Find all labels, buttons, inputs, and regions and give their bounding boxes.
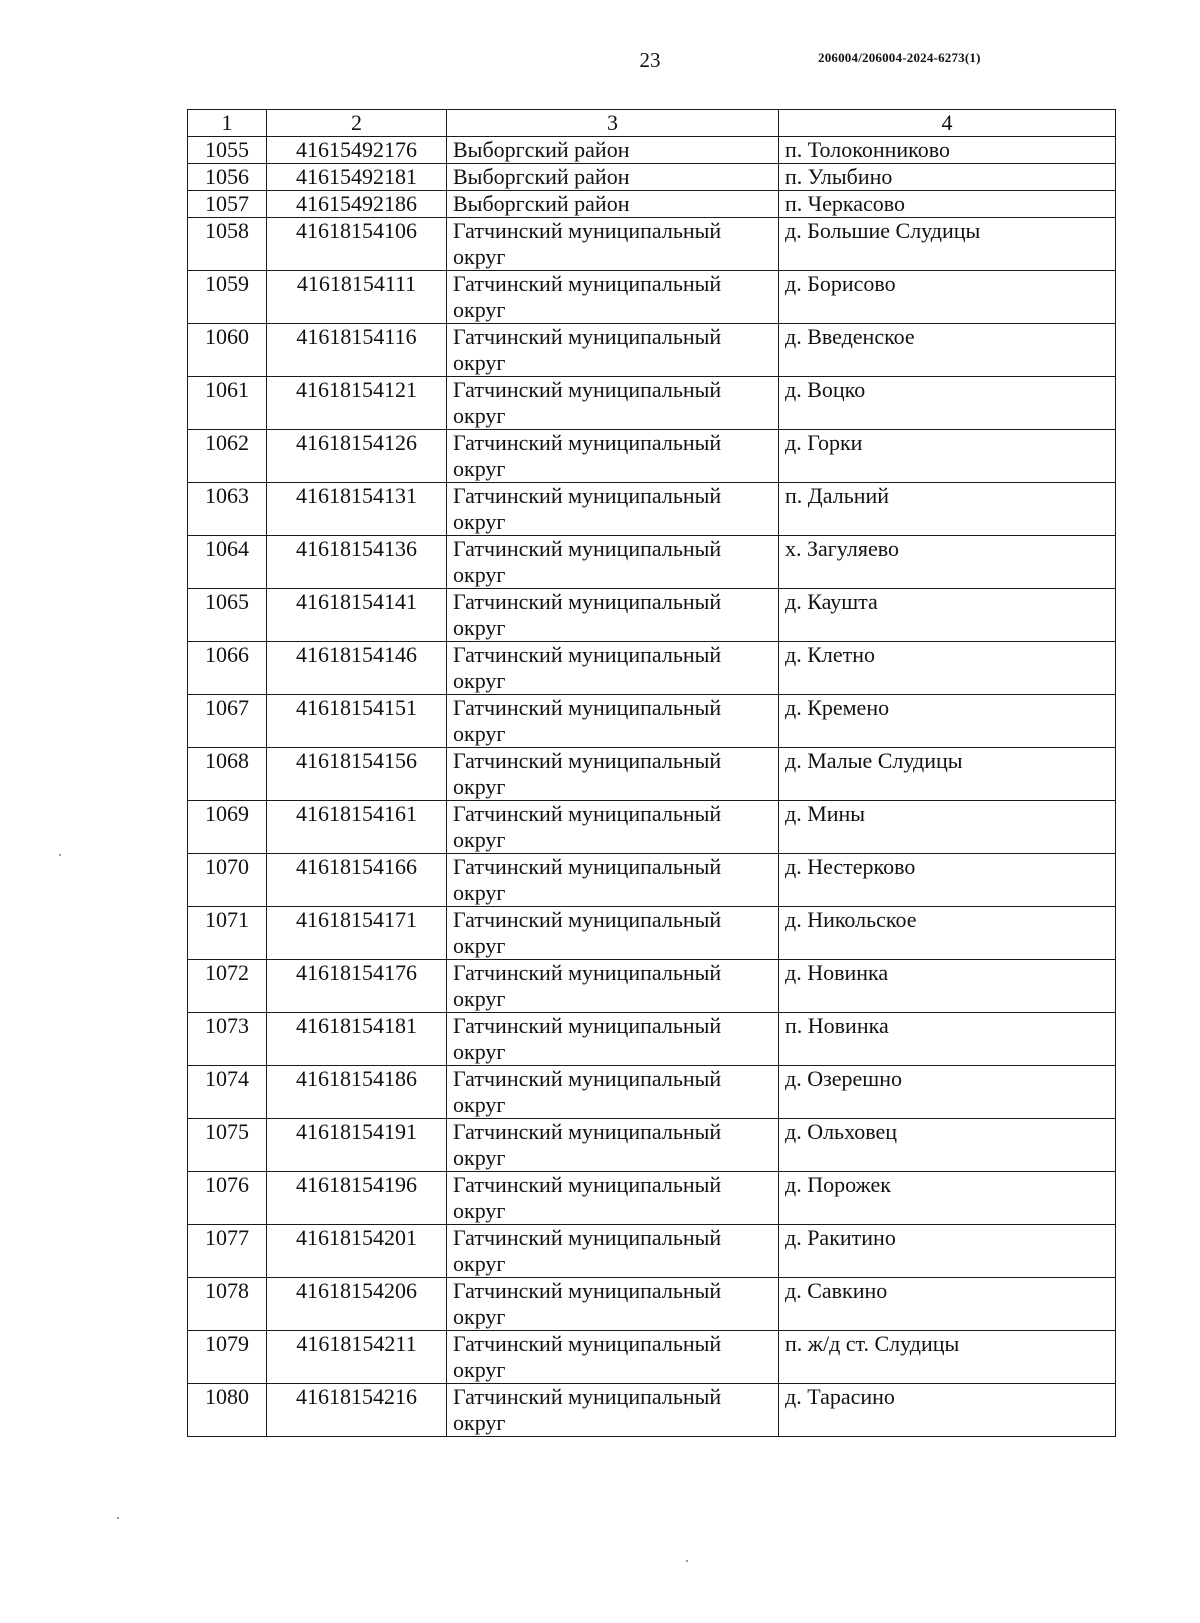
table-row bbox=[188, 1225, 1116, 1278]
district-name: Гатчинский муниципальный округ bbox=[447, 801, 779, 854]
district-name: Гатчинский муниципальный округ bbox=[447, 1225, 779, 1278]
table-row bbox=[188, 164, 1116, 191]
district-name: Гатчинский муниципальный округ bbox=[447, 695, 779, 748]
table-row bbox=[188, 218, 1116, 271]
district-name: Гатчинский муниципальный округ bbox=[447, 907, 779, 960]
table-row bbox=[188, 1013, 1116, 1066]
district-name: Гатчинский муниципальный округ bbox=[447, 483, 779, 536]
table-row bbox=[188, 191, 1116, 218]
row-number: 1071 bbox=[188, 907, 267, 960]
table-row bbox=[188, 1066, 1116, 1119]
district-name: Гатчинский муниципальный округ bbox=[447, 854, 779, 907]
row-number: 1055 bbox=[188, 137, 267, 164]
oktmo-code: 41618154161 bbox=[267, 801, 447, 854]
column-header: 2 bbox=[267, 110, 447, 137]
settlement-name: д. Мины bbox=[779, 801, 1116, 854]
oktmo-code: 41618154186 bbox=[267, 1066, 447, 1119]
district-name: Гатчинский муниципальный округ bbox=[447, 1172, 779, 1225]
row-number: 1077 bbox=[188, 1225, 267, 1278]
table-row bbox=[188, 695, 1116, 748]
oktmo-code: 41618154196 bbox=[267, 1172, 447, 1225]
settlements-table bbox=[187, 109, 1116, 1437]
row-number: 1076 bbox=[188, 1172, 267, 1225]
oktmo-code: 41618154136 bbox=[267, 536, 447, 589]
district-name: Гатчинский муниципальный округ bbox=[447, 1331, 779, 1384]
table-row bbox=[188, 960, 1116, 1013]
table-row bbox=[188, 589, 1116, 642]
settlement-name: д. Новинка bbox=[779, 960, 1116, 1013]
column-header: 3 bbox=[447, 110, 779, 137]
row-number: 1074 bbox=[188, 1066, 267, 1119]
oktmo-code: 41618154206 bbox=[267, 1278, 447, 1331]
settlement-name: д. Каушта bbox=[779, 589, 1116, 642]
oktmo-code: 41618154201 bbox=[267, 1225, 447, 1278]
oktmo-code: 41618154146 bbox=[267, 642, 447, 695]
district-name: Гатчинский муниципальный округ bbox=[447, 1013, 779, 1066]
oktmo-code: 41618154191 bbox=[267, 1119, 447, 1172]
scan-speck bbox=[117, 1517, 119, 1519]
table-row bbox=[188, 137, 1116, 164]
district-name: Гатчинский муниципальный округ bbox=[447, 1066, 779, 1119]
table-row bbox=[188, 1278, 1116, 1331]
table-row bbox=[188, 907, 1116, 960]
settlement-name: д. Борисово bbox=[779, 271, 1116, 324]
row-number: 1073 bbox=[188, 1013, 267, 1066]
table-row bbox=[188, 1384, 1116, 1437]
settlement-name: д. Никольское bbox=[779, 907, 1116, 960]
district-name: Гатчинский муниципальный округ bbox=[447, 589, 779, 642]
table-header-row bbox=[188, 110, 1116, 137]
row-number: 1061 bbox=[188, 377, 267, 430]
oktmo-code: 41618154156 bbox=[267, 748, 447, 801]
oktmo-code: 41618154131 bbox=[267, 483, 447, 536]
settlement-name: д. Горки bbox=[779, 430, 1116, 483]
row-number: 1080 bbox=[188, 1384, 267, 1437]
table-row bbox=[188, 748, 1116, 801]
settlement-name: д. Нестерково bbox=[779, 854, 1116, 907]
district-name: Гатчинский муниципальный округ bbox=[447, 430, 779, 483]
oktmo-code: 41618154181 bbox=[267, 1013, 447, 1066]
settlement-name: п. Новинка bbox=[779, 1013, 1116, 1066]
oktmo-code: 41618154126 bbox=[267, 430, 447, 483]
table-row bbox=[188, 483, 1116, 536]
district-name: Гатчинский муниципальный округ bbox=[447, 218, 779, 271]
district-name: Гатчинский муниципальный округ bbox=[447, 271, 779, 324]
table-row bbox=[188, 1172, 1116, 1225]
district-name: Выборгский район bbox=[447, 164, 779, 191]
settlement-name: п. Черкасово bbox=[779, 191, 1116, 218]
oktmo-code: 41618154116 bbox=[267, 324, 447, 377]
settlement-name: п. Улыбино bbox=[779, 164, 1116, 191]
row-number: 1064 bbox=[188, 536, 267, 589]
district-name: Гатчинский муниципальный округ bbox=[447, 377, 779, 430]
oktmo-code: 41618154151 bbox=[267, 695, 447, 748]
oktmo-code: 41618154121 bbox=[267, 377, 447, 430]
settlement-name: п. Дальний bbox=[779, 483, 1116, 536]
settlement-name: х. Загуляево bbox=[779, 536, 1116, 589]
oktmo-code: 41618154216 bbox=[267, 1384, 447, 1437]
settlement-name: д. Озерешно bbox=[779, 1066, 1116, 1119]
table-row bbox=[188, 1331, 1116, 1384]
oktmo-code: 41618154141 bbox=[267, 589, 447, 642]
oktmo-code: 41618154211 bbox=[267, 1331, 447, 1384]
table-row bbox=[188, 324, 1116, 377]
settlement-name: д. Клетно bbox=[779, 642, 1116, 695]
settlement-name: д. Ольховец bbox=[779, 1119, 1116, 1172]
row-number: 1079 bbox=[188, 1331, 267, 1384]
district-name: Гатчинский муниципальный округ bbox=[447, 536, 779, 589]
table-row bbox=[188, 801, 1116, 854]
row-number: 1056 bbox=[188, 164, 267, 191]
table-body bbox=[188, 137, 1116, 1437]
scan-speck bbox=[59, 854, 61, 856]
oktmo-code: 41618154176 bbox=[267, 960, 447, 1013]
settlement-name: д. Ракитино bbox=[779, 1225, 1116, 1278]
row-number: 1057 bbox=[188, 191, 267, 218]
oktmo-code: 41615492186 bbox=[267, 191, 447, 218]
settlement-name: д. Введенское bbox=[779, 324, 1116, 377]
scan-speck bbox=[686, 1560, 688, 1562]
document-reference: 206004/206004-2024-6273(1) bbox=[818, 50, 981, 65]
row-number: 1062 bbox=[188, 430, 267, 483]
row-number: 1078 bbox=[188, 1278, 267, 1331]
settlement-name: д. Кремено bbox=[779, 695, 1116, 748]
row-number: 1059 bbox=[188, 271, 267, 324]
settlement-name: д. Малые Слудицы bbox=[779, 748, 1116, 801]
oktmo-code: 41618154171 bbox=[267, 907, 447, 960]
district-name: Гатчинский муниципальный округ bbox=[447, 960, 779, 1013]
row-number: 1067 bbox=[188, 695, 267, 748]
district-name: Гатчинский муниципальный округ bbox=[447, 1119, 779, 1172]
oktmo-code: 41615492181 bbox=[267, 164, 447, 191]
table-row bbox=[188, 271, 1116, 324]
table-row bbox=[188, 377, 1116, 430]
settlement-name: д. Савкино bbox=[779, 1278, 1116, 1331]
district-name: Выборгский район bbox=[447, 191, 779, 218]
settlement-name: д. Воцко bbox=[779, 377, 1116, 430]
row-number: 1075 bbox=[188, 1119, 267, 1172]
oktmo-code: 41615492176 bbox=[267, 137, 447, 164]
table-row bbox=[188, 536, 1116, 589]
row-number: 1066 bbox=[188, 642, 267, 695]
oktmo-code: 41618154111 bbox=[267, 271, 447, 324]
row-number: 1068 bbox=[188, 748, 267, 801]
district-name: Гатчинский муниципальный округ bbox=[447, 1384, 779, 1437]
row-number: 1069 bbox=[188, 801, 267, 854]
table-row bbox=[188, 430, 1116, 483]
row-number: 1072 bbox=[188, 960, 267, 1013]
settlement-name: д. Порожек bbox=[779, 1172, 1116, 1225]
district-name: Гатчинский муниципальный округ bbox=[447, 748, 779, 801]
oktmo-code: 41618154106 bbox=[267, 218, 447, 271]
row-number: 1058 bbox=[188, 218, 267, 271]
column-header: 1 bbox=[188, 110, 267, 137]
row-number: 1065 bbox=[188, 589, 267, 642]
district-name: Гатчинский муниципальный округ bbox=[447, 324, 779, 377]
oktmo-code: 41618154166 bbox=[267, 854, 447, 907]
row-number: 1063 bbox=[188, 483, 267, 536]
page-number: 23 bbox=[639, 48, 661, 72]
table-row bbox=[188, 642, 1116, 695]
district-name: Выборгский район bbox=[447, 137, 779, 164]
table-row bbox=[188, 1119, 1116, 1172]
column-header: 4 bbox=[779, 110, 1116, 137]
settlement-name: п. Толоконниково bbox=[779, 137, 1116, 164]
district-name: Гатчинский муниципальный округ bbox=[447, 642, 779, 695]
district-name: Гатчинский муниципальный округ bbox=[447, 1278, 779, 1331]
row-number: 1070 bbox=[188, 854, 267, 907]
table-row bbox=[188, 854, 1116, 907]
row-number: 1060 bbox=[188, 324, 267, 377]
settlement-name: д. Большие Слудицы bbox=[779, 218, 1116, 271]
settlement-name: д. Тарасино bbox=[779, 1384, 1116, 1437]
settlement-name: п. ж/д ст. Слудицы bbox=[779, 1331, 1116, 1384]
